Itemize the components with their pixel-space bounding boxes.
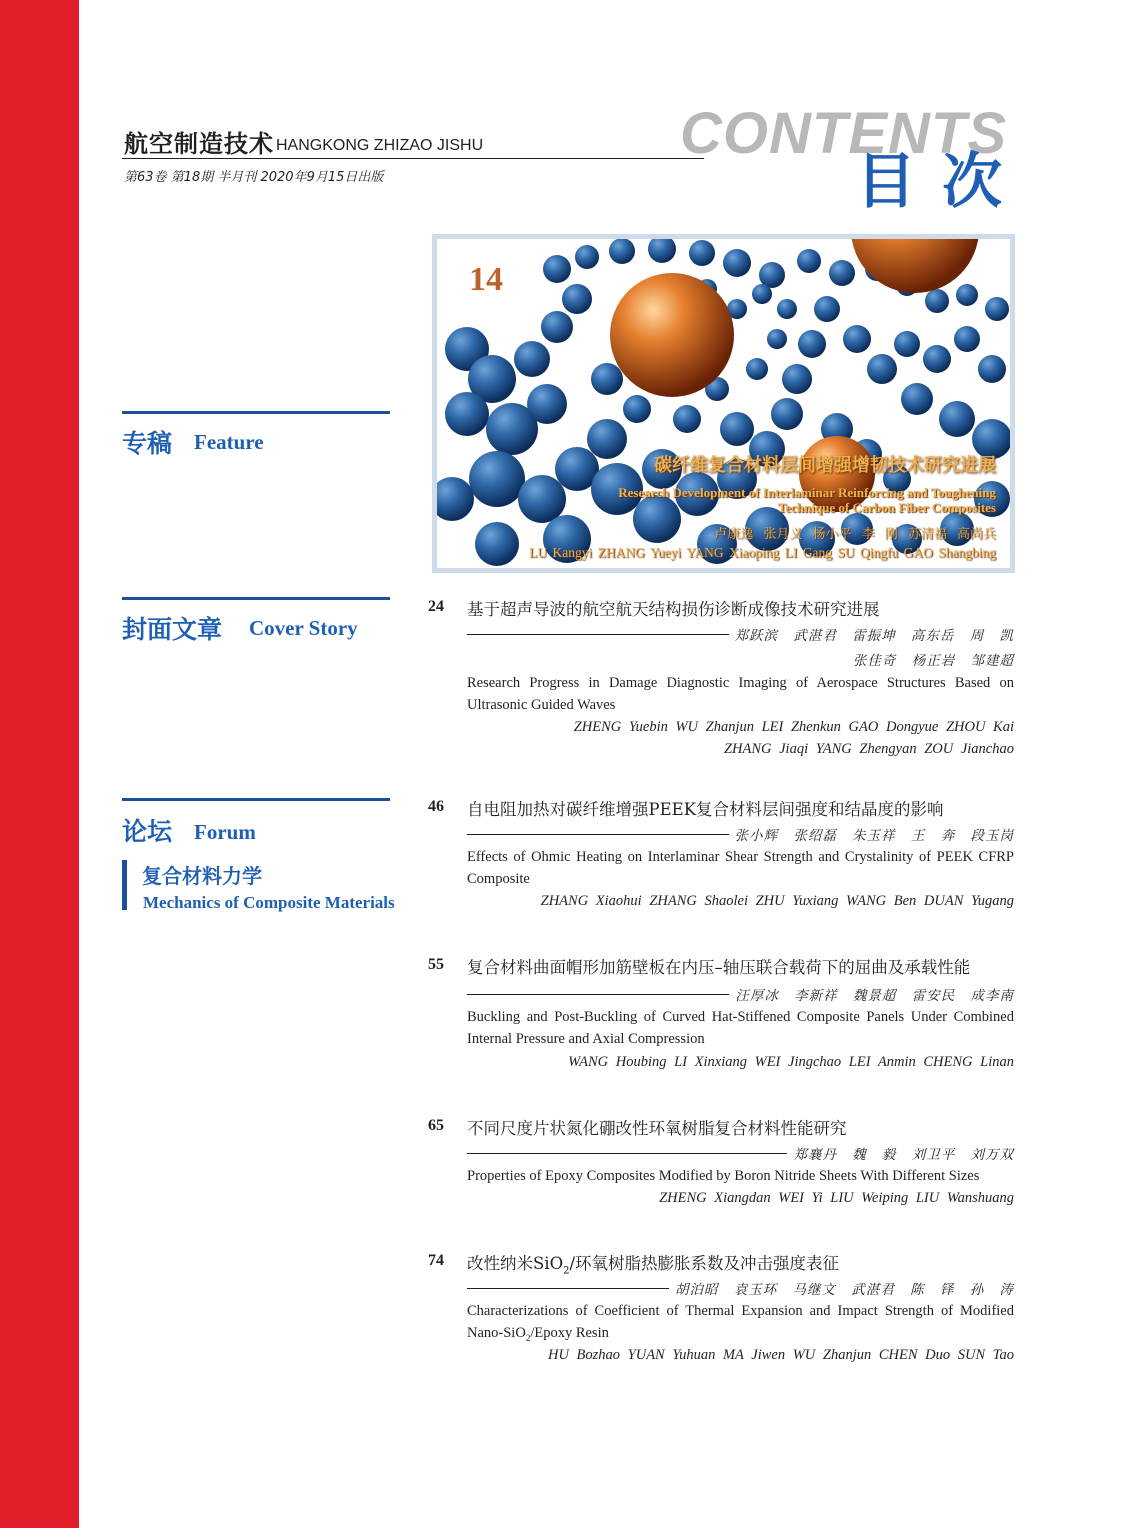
- title-en-part: Characterizations of Coefficient of Thermal Expansion and Impact Strength of Modified Nano-SiO: [467, 1303, 1014, 1341]
- title-cn-part: 改性纳米SiO: [467, 1254, 564, 1273]
- author-line: [467, 984, 1014, 1004]
- issue-info: 第63卷 第18期 半月刊 2020年9月15日出版: [124, 170, 384, 185]
- article-page-number: 24: [428, 598, 444, 615]
- section-feature-en: Feature: [194, 430, 264, 454]
- header-divider: [122, 158, 704, 159]
- article-authors-en-cont: ZHANG Jiaqi YANG Zhengyan ZOU Jianchao: [723, 741, 1014, 757]
- article-authors-cn: 汪厚冰 李新祥 魏景超 雷安民 成李南: [735, 988, 1014, 1004]
- article-authors-cn: 胡泊昭 袁玉环 马继文 武湛君 陈 铎 孙 涛: [674, 1282, 1014, 1298]
- article-entry[interactable]: [428, 798, 1014, 918]
- article-title-cn[interactable]: 不同尺度片状氮化硼改性环氧树脂复合材料性能研究: [467, 1119, 847, 1138]
- article-title-cn[interactable]: 自电阻加热对碳纤维增强PEEK复合材料层间强度和结晶度的影响: [467, 800, 944, 819]
- author-line: [467, 624, 1014, 644]
- subsection-en: Mechanics of Composite Materials: [143, 893, 395, 912]
- leader-rule: [467, 834, 729, 835]
- article-authors-en: WANG Houbing LI Xinxiang WEI Jingchao LEI Anmin CHENG Linan: [568, 1054, 1014, 1070]
- leader-rule: [467, 1288, 669, 1289]
- article-entry[interactable]: [428, 598, 1014, 768]
- article-title-en[interactable]: Effects of Ohmic Heating on Interlaminar Shear Strength and Crystalinity of PEEK CFRP Composite: [467, 849, 1014, 887]
- journal-pinyin: HANGKONG ZHIZAO JISHU: [276, 137, 484, 154]
- author-line: [467, 1278, 1014, 1298]
- article-page-number: 55: [428, 956, 444, 973]
- subsection-cn: 复合材料力学: [142, 864, 262, 888]
- leader-rule: [467, 634, 729, 635]
- molecule-illustration: [437, 239, 1010, 568]
- cover-title-en[interactable]: Research Development of Interlaminar Reinforcing and Toughening Technique of Carbon Fiber Composites: [618, 485, 996, 515]
- article-page-number: 74: [428, 1252, 444, 1269]
- feature-divider: [122, 411, 390, 414]
- title-en-subscript: 2: [525, 1332, 531, 1343]
- cover-authors-cn: 卢康逸 张月义 杨小平 李 刚 苏清福 高尚兵: [714, 527, 996, 542]
- cover-page-number: 14: [469, 261, 503, 298]
- author-line: [467, 1143, 1014, 1163]
- title-en-part: /Epoxy Resin: [530, 1325, 609, 1341]
- article-authors-en: ZHENG Yuebin WU Zhanjun LEI Zhenkun GAO Dongyue ZHOU Kai: [573, 719, 1014, 735]
- contents-heading-cn: 目次: [856, 147, 1028, 217]
- article-authors-cn-cont: 张佳奇 杨正岩 邹建超: [852, 653, 1014, 669]
- article-entry[interactable]: [428, 956, 1014, 1076]
- section-cover-story-cn: 封面文章: [122, 615, 223, 644]
- title-cn-part: /环氧树脂热膨胀系数及冲击强度表征: [569, 1254, 840, 1273]
- leader-rule: [467, 1153, 787, 1154]
- title-cn-subscript: 2: [563, 1265, 570, 1277]
- section-forum-en: Forum: [194, 820, 256, 844]
- journal-title: 航空制造技术: [124, 130, 274, 158]
- section-forum-cn: 论坛: [122, 817, 173, 846]
- article-title-en[interactable]: [467, 1300, 1014, 1349]
- article-authors-cn: 张小辉 张绍磊 朱玉祥 王 奔 段玉岗: [734, 828, 1014, 844]
- article-title-en[interactable]: Properties of Epoxy Composites Modified by Boron Nitride Sheets With Different Sizes: [467, 1168, 980, 1184]
- article-authors-en: ZHENG Xiangdan WEI Yi LIU Weiping LIU Wanshuang: [659, 1190, 1014, 1206]
- article-page-number: 65: [428, 1117, 444, 1134]
- contents-heading-en: CONTENTS: [680, 101, 1007, 166]
- article-title-cn[interactable]: [467, 1250, 839, 1276]
- author-line: [467, 824, 1014, 844]
- section-cover-story-en: Cover Story: [249, 616, 358, 640]
- article-authors-en: HU Bozhao YUAN Yuhuan MA Jiwen WU Zhanjun CHEN Duo SUN Tao: [547, 1347, 1014, 1363]
- red-side-bar: [0, 0, 79, 1528]
- cover-story-divider: [122, 597, 390, 600]
- subsection-bar: [122, 860, 127, 910]
- article-authors-en: ZHANG Xiaohui ZHANG Shaolei ZHU Yuxiang WANG Ben DUAN Yugang: [540, 893, 1014, 909]
- article-page-number: 46: [428, 798, 444, 815]
- article-authors-cn: 郑跃滨 武湛君 雷振坤 高东岳 周 凯: [734, 628, 1014, 644]
- article-title-cn[interactable]: 基于超声导波的航空航天结构损伤诊断成像技术研究进展: [467, 600, 880, 619]
- leader-rule: [467, 994, 729, 995]
- section-feature-cn: 专稿: [122, 429, 173, 458]
- article-title-en[interactable]: Research Progress in Damage Diagnostic Imaging of Aerospace Structures Based on Ultrasonic Guided Waves: [467, 675, 1014, 713]
- forum-divider: [122, 798, 390, 801]
- cover-article-card[interactable]: [432, 234, 1015, 573]
- article-title-cn[interactable]: 复合材料曲面帽形加筋壁板在内压–轴压联合载荷下的屈曲及承载性能: [467, 958, 971, 977]
- cover-authors-en: LU Kangyi ZHANG Yueyi YANG Xiaoping LI Gang SU Qingfu GAO Shangbing: [529, 545, 996, 560]
- cover-title-cn[interactable]: 碳纤维复合材料层间增强增韧技术研究进展: [654, 455, 996, 476]
- article-authors-cn: 郑襄丹 魏 毅 刘卫平 刘万双: [793, 1147, 1014, 1163]
- article-entry[interactable]: [428, 1117, 1014, 1217]
- article-title-en[interactable]: Buckling and Post-Buckling of Curved Hat-Stiffened Composite Panels Under Combined Internal Pressure and Axial Compression: [467, 1009, 1014, 1047]
- article-entry[interactable]: [428, 1252, 1014, 1372]
